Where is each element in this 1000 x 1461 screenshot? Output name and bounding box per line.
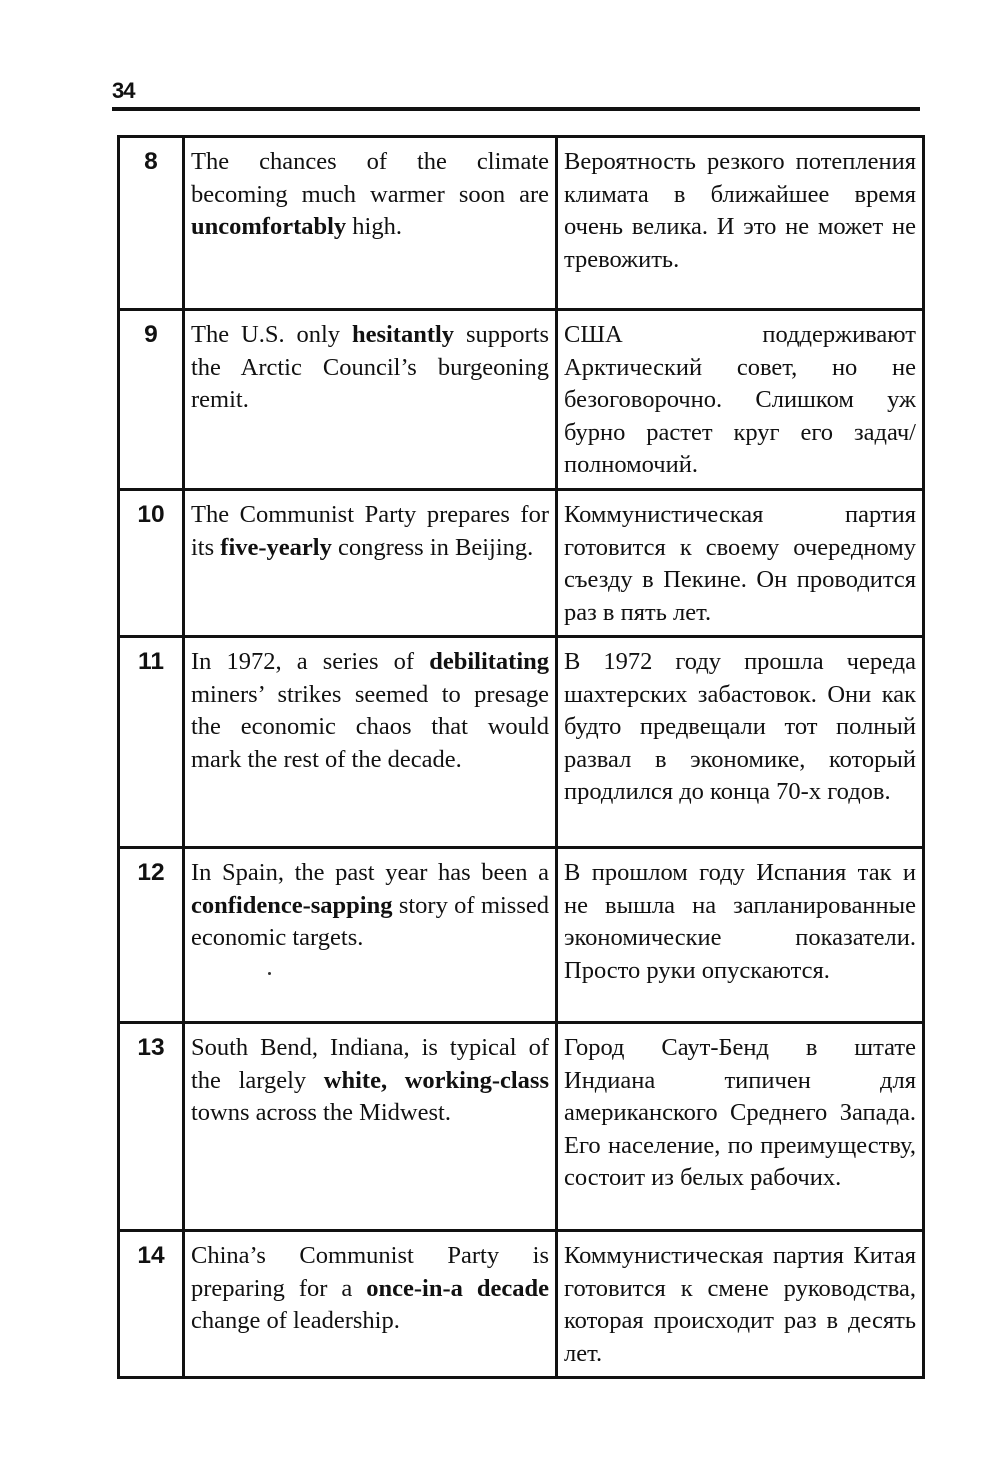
row-number: 11 <box>119 637 184 848</box>
print-speck <box>268 972 271 975</box>
table-row <box>119 1231 924 1378</box>
table-row <box>119 137 924 310</box>
russian-translation: США поддерживают Арктический совет, но не безоговорочно. Слишком уж бурно растет круг его задач/полномочий. <box>557 310 924 490</box>
russian-translation: В 1972 году прошла череда шахтерских забастовок. Они как будто предвещали тот полный развал в экономике, который продлился до конца 70-х годов. <box>557 637 924 848</box>
russian-translation: Вероятность резкого потепления климата в ближайшее время очень велика. И это не может не тревожить. <box>557 137 924 310</box>
russian-translation: В прошлом году Испания так и не вышла на запланированные экономические показатели. Просто руки опускаются. <box>557 848 924 1023</box>
english-sentence: The chances of the climate becoming much warmer soon are uncomfortably high. <box>184 137 557 310</box>
english-sentence: The Communist Party prepares for its five-yearly congress in Beijing. <box>184 490 557 637</box>
row-number: 12 <box>119 848 184 1023</box>
highlighted-term: white, working-class <box>323 1066 549 1094</box>
row-number: 13 <box>119 1023 184 1231</box>
highlighted-term: uncomfortably <box>191 213 347 240</box>
row-number: 8 <box>119 137 184 310</box>
table-row <box>119 310 924 490</box>
english-sentence: South Bend, Indiana, is typical of the largely white, working-class towns across the Midwest. <box>184 1023 557 1231</box>
row-number: 10 <box>119 490 184 637</box>
russian-translation: Город Саут-Бенд в штате Индиана типичен для американского Среднего Запада. Его население, по преимуществу, состоит из белых рабочих. <box>557 1023 924 1231</box>
table-row <box>119 490 924 637</box>
highlighted-term: once-in-a decade <box>366 1274 549 1302</box>
table-row <box>119 848 924 1023</box>
english-sentence: China’s Communist Party is preparing for a once-in-a decade change of leadership. <box>184 1231 557 1378</box>
row-number: 9 <box>119 310 184 490</box>
russian-translation: Коммунистическая партия готовится к своему очередному съезду в Пекине. Он проводится раз в пять лет. <box>557 490 924 637</box>
english-sentence: In 1972, a series of debilitating miners’ strikes seemed to presage the economic chaos that would mark the rest of the decade. <box>184 637 557 848</box>
table-row <box>119 637 924 848</box>
highlighted-term: debilitating <box>429 648 549 675</box>
header-rule <box>112 107 920 111</box>
russian-translation: Коммунистическая партия Китая готовится к смене руководства, которая происходит раз в десять лет. <box>557 1231 924 1378</box>
highlighted-term: confidence-sapping <box>191 891 393 919</box>
english-sentence: The U.S. only hesitantly supports the Arctic Council’s burgeoning remit. <box>184 310 557 490</box>
english-sentence: In Spain, the past year has been a confidence-sapping story of missed economic targets. <box>184 848 557 1023</box>
highlighted-term: five-yearly <box>220 533 332 561</box>
translation-table <box>117 135 925 1379</box>
highlighted-term: hesitantly <box>351 321 455 348</box>
row-number: 14 <box>119 1231 184 1378</box>
table-row <box>119 1023 924 1231</box>
page-number: 34 <box>112 78 135 103</box>
